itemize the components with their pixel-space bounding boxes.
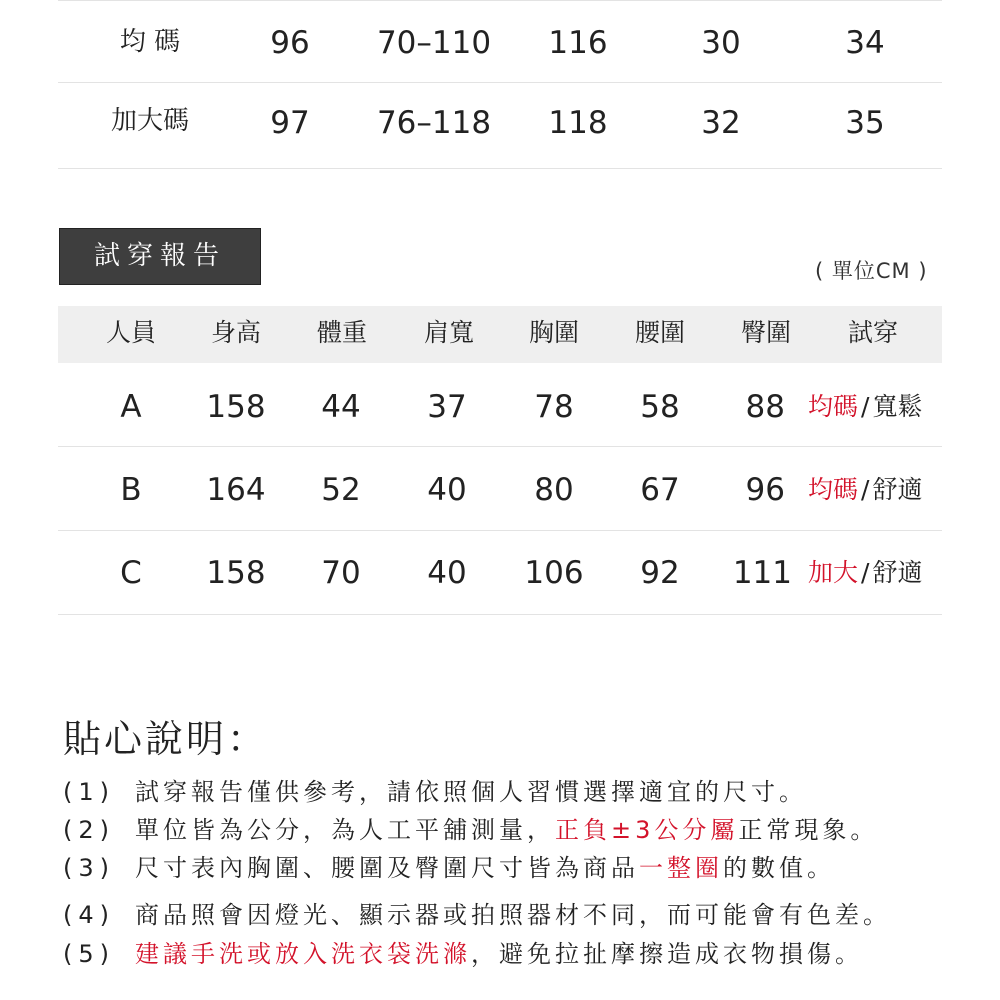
- note-number: (2): [63, 816, 115, 844]
- table-cell: 96: [270, 25, 310, 61]
- fit-feel: 舒適: [872, 475, 923, 504]
- header-fit: 試穿: [847, 318, 899, 347]
- table-cell: 116: [548, 25, 608, 61]
- fit-result: [808, 477, 922, 502]
- person: A: [120, 389, 142, 425]
- fit-table-header: [58, 306, 942, 363]
- note-item: [63, 818, 878, 842]
- table-cell: 158: [206, 389, 266, 425]
- table-cell: 37: [427, 389, 467, 425]
- table-divider: [58, 0, 942, 1]
- table-cell: 78: [534, 389, 574, 425]
- header-height: 身高: [210, 318, 262, 347]
- fit-separator: /: [861, 558, 870, 587]
- note-highlight: 建議手洗或放入洗衣袋洗滌: [135, 940, 471, 968]
- note-item: [63, 856, 835, 880]
- note-text: 單位皆為公分，為人工平舖測量，: [135, 816, 555, 844]
- note-text: ，避免拉扯摩擦造成衣物損傷。: [471, 940, 863, 968]
- fit-size: 均碼: [808, 475, 859, 504]
- fit-feel: 寬鬆: [872, 392, 923, 421]
- fit-separator: /: [861, 475, 870, 504]
- header-weight: 體重: [316, 318, 368, 347]
- table-divider: [58, 530, 942, 531]
- note-number: (4): [63, 901, 115, 929]
- table-divider: [58, 168, 942, 169]
- fit-feel: 舒適: [872, 558, 923, 587]
- table-cell: 80: [534, 472, 574, 508]
- note-item: [63, 903, 891, 927]
- fit-report-label: 試穿報告: [59, 228, 261, 285]
- fit-result: [808, 394, 922, 419]
- table-cell: 30: [701, 25, 741, 61]
- fit-result: [808, 560, 922, 585]
- table-cell: 52: [321, 472, 361, 508]
- header-shoulder: 肩寬: [423, 318, 475, 347]
- table-divider: [58, 446, 942, 447]
- size-name: 加大碼: [110, 106, 190, 136]
- table-cell: 111: [732, 555, 792, 591]
- table-cell: 97: [270, 105, 310, 141]
- note-number: (1): [63, 778, 115, 806]
- header-chest: 胸圍: [528, 318, 580, 347]
- table-cell: 58: [640, 389, 680, 425]
- note-number: (3): [63, 854, 115, 882]
- table-cell: 118: [548, 105, 608, 141]
- table-cell: 92: [640, 555, 680, 591]
- note-text: 的數值。: [723, 854, 835, 882]
- fit-size: 加大: [808, 558, 859, 587]
- person: C: [120, 555, 142, 591]
- table-cell: 34: [845, 25, 885, 61]
- table-cell: 40: [427, 472, 467, 508]
- note-text: 商品照會因燈光、顯示器或拍照器材不同，而可能會有色差。: [135, 901, 891, 929]
- table-cell: 67: [640, 472, 680, 508]
- header-hip: 臀圍: [740, 318, 792, 347]
- table-divider: [58, 614, 942, 615]
- note-text: 正常現象。: [738, 816, 879, 844]
- note-number: (5): [63, 940, 115, 968]
- person: B: [120, 472, 142, 508]
- table-cell: 164: [206, 472, 266, 508]
- note-text: 試穿報告僅供參考，請依照個人習慣選擇適宜的尺寸。: [135, 778, 807, 806]
- size-name: 均 碼: [119, 27, 181, 57]
- table-cell: 44: [321, 389, 361, 425]
- table-cell: 96: [745, 472, 785, 508]
- note-text: 尺寸表內胸圍、腰圍及臀圍尺寸皆為商品: [135, 854, 639, 882]
- table-cell: 32: [701, 105, 741, 141]
- table-cell: 70–110: [376, 25, 492, 61]
- table-cell: 106: [524, 555, 584, 591]
- table-cell: 158: [206, 555, 266, 591]
- header-person: 人員: [105, 318, 157, 347]
- table-cell: 70: [321, 555, 361, 591]
- note-highlight: 一整圈: [639, 854, 723, 882]
- table-cell: 88: [745, 389, 785, 425]
- table-cell: 35: [845, 105, 885, 141]
- unit-label: ( 單位CM ): [815, 259, 928, 283]
- table-cell: 76–118: [376, 105, 492, 141]
- note-highlight: 正負±3公分屬: [555, 816, 739, 844]
- note-item: [63, 780, 807, 804]
- table-divider: [58, 82, 942, 83]
- note-item: [63, 942, 863, 966]
- fit-size: 均碼: [808, 392, 859, 421]
- fit-separator: /: [861, 392, 870, 421]
- header-waist: 腰圍: [634, 318, 686, 347]
- notes-title: 貼心說明：: [63, 717, 269, 761]
- table-cell: 40: [427, 555, 467, 591]
